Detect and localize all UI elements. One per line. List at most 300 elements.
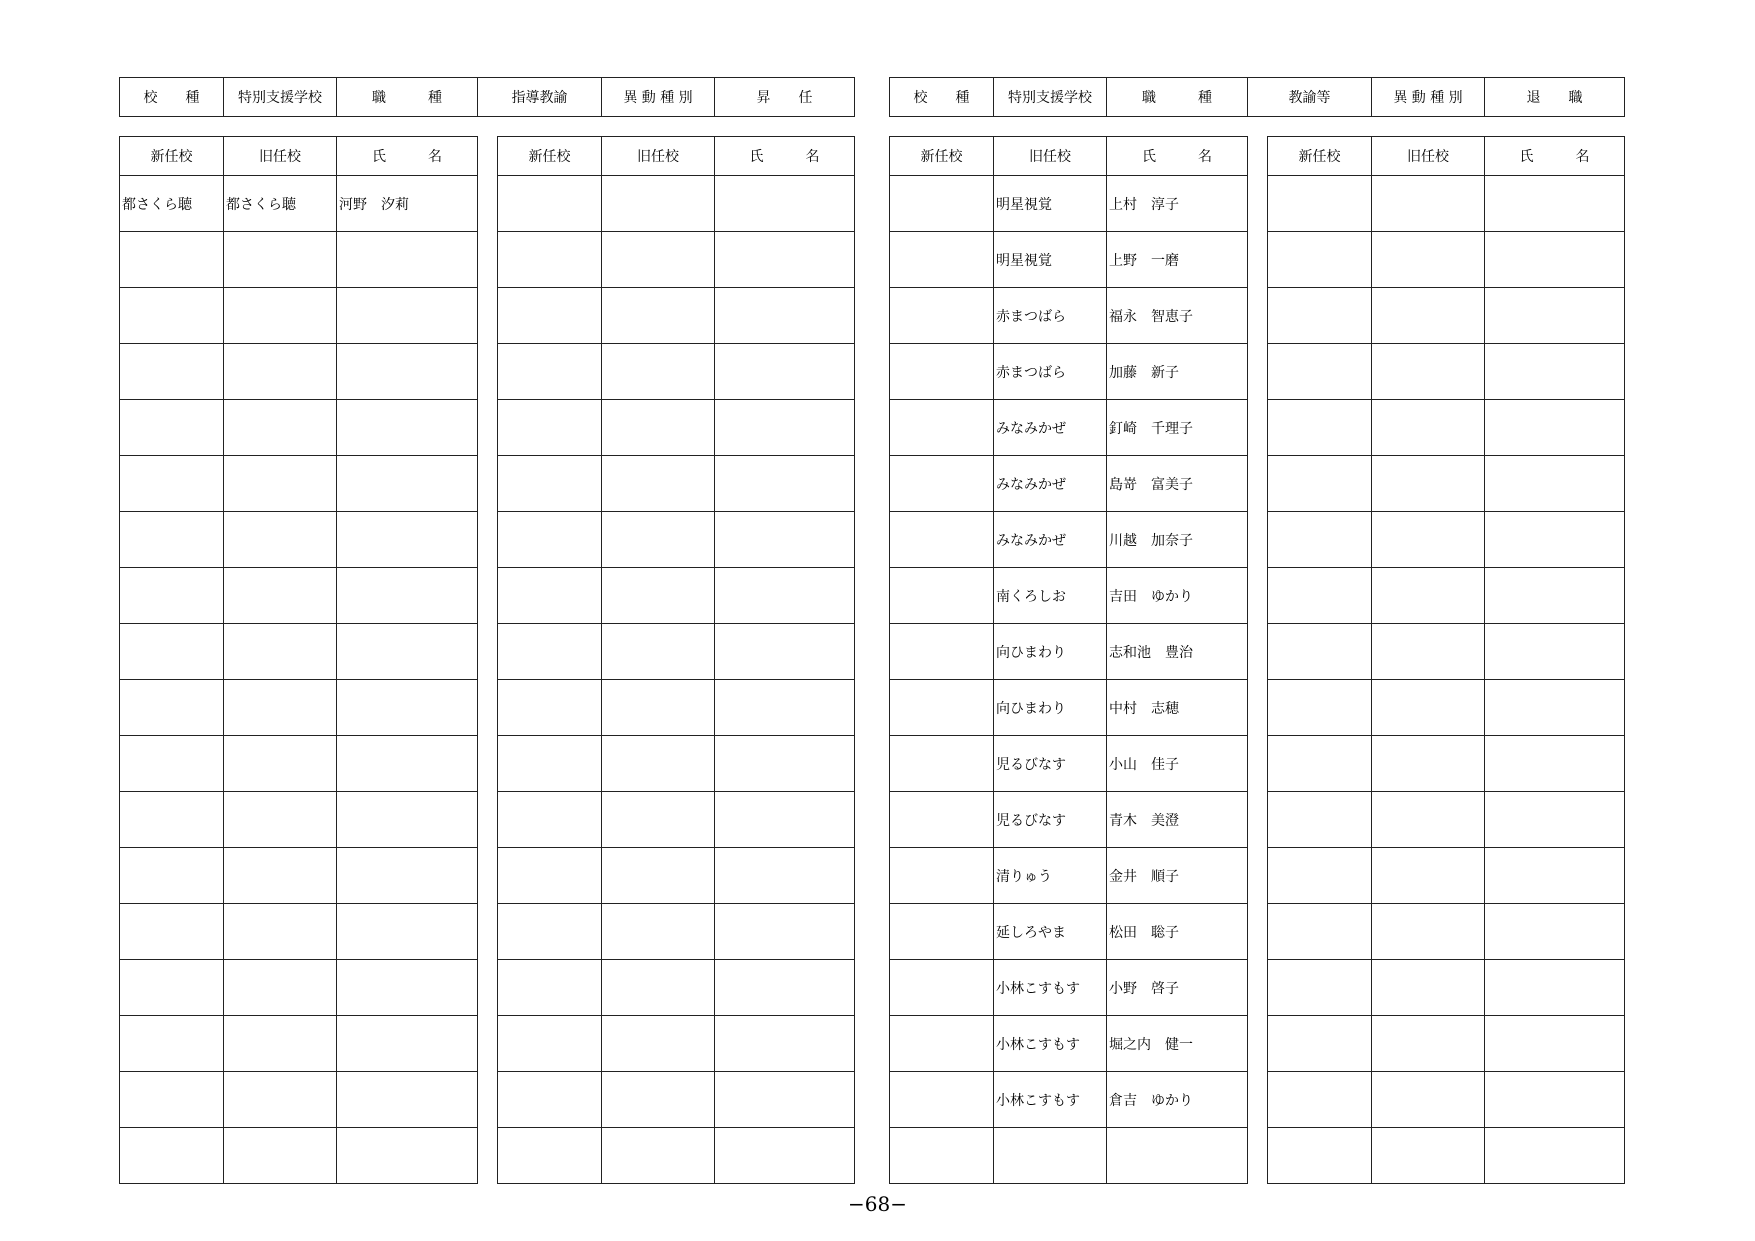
name-cell: 上村 淳子 bbox=[1107, 176, 1248, 232]
old-school-cell: 向ひまわり bbox=[994, 624, 1107, 680]
table-row bbox=[1268, 904, 1625, 960]
new-school-cell bbox=[498, 400, 602, 456]
old-school-cell bbox=[224, 736, 337, 792]
new-school-cell bbox=[1268, 680, 1372, 736]
table-row bbox=[498, 400, 855, 456]
new-school-cell bbox=[1268, 456, 1372, 512]
new-school-cell bbox=[890, 736, 994, 792]
table-row bbox=[498, 456, 855, 512]
old-school-cell bbox=[602, 1016, 715, 1072]
table-row bbox=[890, 1072, 1248, 1128]
old-school-cell: みなみかぜ bbox=[994, 456, 1107, 512]
new-school-cell bbox=[120, 624, 224, 680]
right-table-a bbox=[889, 136, 1248, 1184]
school-type-label: 校 種 bbox=[120, 78, 224, 117]
new-school-cell bbox=[890, 848, 994, 904]
column-header-row bbox=[120, 137, 478, 176]
table-row bbox=[498, 848, 855, 904]
new-school-header: 新任校 bbox=[120, 137, 224, 176]
table-row bbox=[1268, 736, 1625, 792]
new-school-cell bbox=[1268, 232, 1372, 288]
table-row bbox=[890, 512, 1248, 568]
left-table-a bbox=[119, 136, 478, 1184]
old-school-cell bbox=[1372, 904, 1485, 960]
name-cell: 堀之内 健一 bbox=[1107, 1016, 1248, 1072]
table-row bbox=[890, 400, 1248, 456]
name-cell bbox=[1485, 960, 1625, 1016]
old-school-cell bbox=[1372, 456, 1485, 512]
name-cell bbox=[1485, 1016, 1625, 1072]
old-school-cell bbox=[224, 568, 337, 624]
table-row bbox=[890, 792, 1248, 848]
name-cell bbox=[337, 792, 478, 848]
name-cell: 倉吉 ゆかり bbox=[1107, 1072, 1248, 1128]
name-header: 氏 名 bbox=[1485, 137, 1625, 176]
name-header: 氏 名 bbox=[715, 137, 855, 176]
old-school-cell bbox=[224, 232, 337, 288]
new-school-cell bbox=[498, 456, 602, 512]
name-cell bbox=[1485, 512, 1625, 568]
table-row bbox=[120, 400, 478, 456]
name-cell bbox=[1107, 1128, 1248, 1184]
name-cell bbox=[715, 288, 855, 344]
new-school-cell bbox=[890, 960, 994, 1016]
new-school-cell bbox=[1268, 400, 1372, 456]
old-school-cell bbox=[224, 456, 337, 512]
new-school-cell bbox=[890, 344, 994, 400]
name-cell: 加藤 新子 bbox=[1107, 344, 1248, 400]
new-school-cell bbox=[120, 1072, 224, 1128]
job-type-label: 職 種 bbox=[1107, 78, 1248, 117]
new-school-cell bbox=[890, 400, 994, 456]
new-school-cell bbox=[1268, 288, 1372, 344]
old-school-cell: 小林こすもす bbox=[994, 1016, 1107, 1072]
name-cell bbox=[1485, 456, 1625, 512]
old-school-cell bbox=[602, 1072, 715, 1128]
name-cell bbox=[1485, 288, 1625, 344]
table-row bbox=[498, 288, 855, 344]
new-school-header: 新任校 bbox=[498, 137, 602, 176]
name-cell bbox=[715, 512, 855, 568]
old-school-cell bbox=[1372, 1016, 1485, 1072]
name-cell bbox=[715, 232, 855, 288]
table-row bbox=[890, 848, 1248, 904]
table-row bbox=[1268, 960, 1625, 1016]
old-school-cell bbox=[224, 904, 337, 960]
table-row bbox=[1268, 792, 1625, 848]
old-school-cell bbox=[602, 736, 715, 792]
table-row bbox=[498, 512, 855, 568]
name-cell bbox=[715, 400, 855, 456]
name-cell: 松田 聡子 bbox=[1107, 904, 1248, 960]
new-school-cell bbox=[498, 176, 602, 232]
job-type-label: 職 種 bbox=[337, 78, 478, 117]
new-school-cell bbox=[890, 176, 994, 232]
old-school-cell bbox=[602, 848, 715, 904]
name-cell bbox=[337, 624, 478, 680]
new-school-cell bbox=[120, 904, 224, 960]
old-school-cell bbox=[224, 792, 337, 848]
new-school-cell bbox=[1268, 848, 1372, 904]
table-row bbox=[1268, 624, 1625, 680]
name-cell bbox=[715, 792, 855, 848]
name-cell bbox=[337, 848, 478, 904]
new-school-cell bbox=[1268, 904, 1372, 960]
table-row bbox=[120, 1128, 478, 1184]
school-type-value: 特別支援学校 bbox=[994, 78, 1107, 117]
old-school-cell bbox=[602, 792, 715, 848]
name-cell: 小山 佳子 bbox=[1107, 736, 1248, 792]
table-row bbox=[890, 680, 1248, 736]
name-cell: 福永 智恵子 bbox=[1107, 288, 1248, 344]
name-header: 氏 名 bbox=[337, 137, 478, 176]
new-school-cell bbox=[498, 568, 602, 624]
table-row bbox=[1268, 344, 1625, 400]
new-school-cell bbox=[890, 624, 994, 680]
old-school-cell bbox=[602, 960, 715, 1016]
table-row bbox=[1268, 848, 1625, 904]
name-cell bbox=[1485, 176, 1625, 232]
new-school-cell bbox=[890, 904, 994, 960]
new-school-cell bbox=[120, 792, 224, 848]
name-cell bbox=[1485, 904, 1625, 960]
old-school-cell bbox=[224, 512, 337, 568]
name-cell bbox=[715, 736, 855, 792]
old-school-cell bbox=[224, 1072, 337, 1128]
table-row bbox=[498, 624, 855, 680]
name-cell: 小野 啓子 bbox=[1107, 960, 1248, 1016]
table-row bbox=[498, 904, 855, 960]
table-row bbox=[1268, 1016, 1625, 1072]
school-type-label: 校 種 bbox=[890, 78, 994, 117]
new-school-cell bbox=[498, 1072, 602, 1128]
table-row bbox=[120, 848, 478, 904]
name-cell bbox=[715, 176, 855, 232]
old-school-cell bbox=[602, 568, 715, 624]
table-row bbox=[120, 904, 478, 960]
name-cell bbox=[1485, 624, 1625, 680]
name-cell: 金井 順子 bbox=[1107, 848, 1248, 904]
old-school-cell bbox=[1372, 344, 1485, 400]
old-school-cell bbox=[1372, 792, 1485, 848]
new-school-cell bbox=[498, 624, 602, 680]
new-school-cell bbox=[498, 960, 602, 1016]
table-row bbox=[1268, 400, 1625, 456]
new-school-cell bbox=[890, 456, 994, 512]
left-header-table bbox=[119, 77, 855, 117]
old-school-cell bbox=[1372, 1072, 1485, 1128]
new-school-cell bbox=[1268, 344, 1372, 400]
table-row bbox=[1268, 176, 1625, 232]
name-cell bbox=[337, 960, 478, 1016]
table-row bbox=[890, 176, 1248, 232]
name-cell bbox=[337, 232, 478, 288]
name-cell bbox=[1485, 848, 1625, 904]
new-school-header: 新任校 bbox=[1268, 137, 1372, 176]
old-school-cell bbox=[994, 1128, 1107, 1184]
name-cell bbox=[1485, 232, 1625, 288]
new-school-cell bbox=[890, 568, 994, 624]
old-school-cell: 赤まつばら bbox=[994, 344, 1107, 400]
table-row bbox=[1268, 1072, 1625, 1128]
new-school-cell bbox=[498, 848, 602, 904]
new-school-cell bbox=[890, 1072, 994, 1128]
new-school-cell bbox=[498, 1016, 602, 1072]
name-cell bbox=[715, 1128, 855, 1184]
table-row bbox=[890, 904, 1248, 960]
new-school-cell bbox=[120, 848, 224, 904]
new-school-cell bbox=[890, 680, 994, 736]
old-school-cell: みなみかぜ bbox=[994, 400, 1107, 456]
name-cell bbox=[715, 904, 855, 960]
table-row bbox=[498, 568, 855, 624]
table-row bbox=[498, 344, 855, 400]
old-school-cell: 明星視覚 bbox=[994, 176, 1107, 232]
table-row bbox=[890, 456, 1248, 512]
name-cell bbox=[715, 960, 855, 1016]
old-school-cell bbox=[602, 176, 715, 232]
old-school-cell bbox=[602, 680, 715, 736]
table-row bbox=[120, 1072, 478, 1128]
name-cell bbox=[337, 288, 478, 344]
old-school-header: 旧任校 bbox=[602, 137, 715, 176]
name-cell bbox=[715, 848, 855, 904]
table-row bbox=[1268, 512, 1625, 568]
left-header-row bbox=[120, 78, 855, 117]
table-row bbox=[120, 624, 478, 680]
name-cell: 川越 加奈子 bbox=[1107, 512, 1248, 568]
name-cell bbox=[337, 1016, 478, 1072]
column-header-row bbox=[890, 137, 1248, 176]
new-school-cell bbox=[498, 904, 602, 960]
new-school-cell bbox=[498, 680, 602, 736]
new-school-cell bbox=[890, 288, 994, 344]
new-school-cell bbox=[1268, 736, 1372, 792]
table-row bbox=[1268, 232, 1625, 288]
name-cell bbox=[1485, 400, 1625, 456]
new-school-cell bbox=[120, 680, 224, 736]
name-cell bbox=[337, 456, 478, 512]
name-cell: 島嵜 富美子 bbox=[1107, 456, 1248, 512]
page-number: −68− bbox=[848, 1192, 907, 1216]
table-row bbox=[498, 960, 855, 1016]
new-school-cell bbox=[498, 736, 602, 792]
old-school-header: 旧任校 bbox=[994, 137, 1107, 176]
old-school-cell bbox=[224, 400, 337, 456]
new-school-cell bbox=[120, 1128, 224, 1184]
old-school-cell: 赤まつばら bbox=[994, 288, 1107, 344]
table-row bbox=[498, 176, 855, 232]
old-school-cell bbox=[224, 848, 337, 904]
new-school-cell bbox=[1268, 1072, 1372, 1128]
old-school-cell bbox=[224, 1128, 337, 1184]
new-school-cell bbox=[498, 512, 602, 568]
new-school-cell bbox=[498, 232, 602, 288]
table-row bbox=[120, 232, 478, 288]
name-cell: 吉田 ゆかり bbox=[1107, 568, 1248, 624]
old-school-cell bbox=[224, 344, 337, 400]
old-school-cell: 明星視覚 bbox=[994, 232, 1107, 288]
column-header-row bbox=[498, 137, 855, 176]
right-table-b bbox=[1267, 136, 1625, 1184]
name-cell bbox=[715, 344, 855, 400]
new-school-cell bbox=[120, 736, 224, 792]
table-row bbox=[498, 792, 855, 848]
column-header-row bbox=[1268, 137, 1625, 176]
table-row bbox=[1268, 1128, 1625, 1184]
job-type-value: 指導教諭 bbox=[478, 78, 602, 117]
table-row bbox=[120, 176, 478, 232]
old-school-cell bbox=[602, 512, 715, 568]
name-cell bbox=[1485, 680, 1625, 736]
new-school-cell bbox=[1268, 960, 1372, 1016]
table-row bbox=[498, 1016, 855, 1072]
old-school-cell bbox=[602, 1128, 715, 1184]
table-row bbox=[498, 736, 855, 792]
table-row bbox=[120, 792, 478, 848]
new-school-cell bbox=[120, 568, 224, 624]
new-school-cell bbox=[1268, 568, 1372, 624]
name-cell: 釘崎 千理子 bbox=[1107, 400, 1248, 456]
name-cell bbox=[1485, 344, 1625, 400]
name-cell bbox=[337, 904, 478, 960]
old-school-cell bbox=[602, 624, 715, 680]
old-school-cell bbox=[1372, 512, 1485, 568]
table-row bbox=[498, 232, 855, 288]
name-cell: 河野 汐莉 bbox=[337, 176, 478, 232]
old-school-cell bbox=[1372, 400, 1485, 456]
new-school-cell bbox=[890, 512, 994, 568]
left-table-b bbox=[497, 136, 855, 1184]
old-school-cell: 小林こすもす bbox=[994, 1072, 1107, 1128]
table-row bbox=[120, 288, 478, 344]
table-row bbox=[1268, 568, 1625, 624]
old-school-cell: 清りゅう bbox=[994, 848, 1107, 904]
table-row bbox=[890, 960, 1248, 1016]
new-school-cell bbox=[1268, 792, 1372, 848]
new-school-cell bbox=[890, 232, 994, 288]
new-school-cell bbox=[1268, 1128, 1372, 1184]
school-type-value: 特別支援学校 bbox=[224, 78, 337, 117]
new-school-cell bbox=[120, 232, 224, 288]
table-row bbox=[890, 736, 1248, 792]
new-school-header: 新任校 bbox=[890, 137, 994, 176]
table-row bbox=[498, 1072, 855, 1128]
old-school-cell: 延しろやま bbox=[994, 904, 1107, 960]
table-row bbox=[120, 512, 478, 568]
table-row bbox=[498, 680, 855, 736]
table-row bbox=[890, 1128, 1248, 1184]
table-row bbox=[120, 736, 478, 792]
old-school-cell: 向ひまわり bbox=[994, 680, 1107, 736]
table-row bbox=[120, 344, 478, 400]
name-cell bbox=[337, 512, 478, 568]
name-cell: 青木 美澄 bbox=[1107, 792, 1248, 848]
table-row bbox=[1268, 680, 1625, 736]
name-cell bbox=[337, 344, 478, 400]
new-school-cell bbox=[498, 288, 602, 344]
old-school-cell bbox=[602, 288, 715, 344]
name-cell: 志和池 豊治 bbox=[1107, 624, 1248, 680]
old-school-cell bbox=[1372, 960, 1485, 1016]
name-cell bbox=[1485, 792, 1625, 848]
old-school-cell bbox=[1372, 680, 1485, 736]
new-school-cell bbox=[120, 288, 224, 344]
name-cell bbox=[337, 736, 478, 792]
name-cell bbox=[715, 568, 855, 624]
table-row bbox=[120, 1016, 478, 1072]
old-school-cell: 小林こすもす bbox=[994, 960, 1107, 1016]
old-school-cell bbox=[1372, 232, 1485, 288]
old-school-cell: 南くろしお bbox=[994, 568, 1107, 624]
old-school-cell: 都さくら聴 bbox=[224, 176, 337, 232]
name-cell bbox=[1485, 568, 1625, 624]
new-school-cell bbox=[120, 1016, 224, 1072]
right-header-table bbox=[889, 77, 1625, 117]
name-cell bbox=[1485, 1072, 1625, 1128]
table-row bbox=[890, 1016, 1248, 1072]
new-school-cell bbox=[120, 456, 224, 512]
transfer-type-value: 退 職 bbox=[1485, 78, 1625, 117]
old-school-cell bbox=[224, 288, 337, 344]
old-school-cell bbox=[1372, 736, 1485, 792]
name-cell bbox=[715, 456, 855, 512]
transfer-type-label: 異 動 種 別 bbox=[1372, 78, 1485, 117]
old-school-header: 旧任校 bbox=[1372, 137, 1485, 176]
table-row bbox=[120, 456, 478, 512]
old-school-cell bbox=[1372, 848, 1485, 904]
new-school-cell bbox=[890, 792, 994, 848]
table-row bbox=[890, 624, 1248, 680]
new-school-cell bbox=[498, 1128, 602, 1184]
new-school-cell: 都さくら聴 bbox=[120, 176, 224, 232]
name-cell bbox=[337, 400, 478, 456]
table-row bbox=[120, 680, 478, 736]
new-school-cell bbox=[498, 344, 602, 400]
table-row bbox=[498, 1128, 855, 1184]
old-school-cell bbox=[602, 344, 715, 400]
new-school-cell bbox=[1268, 1016, 1372, 1072]
old-school-cell bbox=[1372, 176, 1485, 232]
name-cell bbox=[337, 680, 478, 736]
old-school-cell bbox=[1372, 624, 1485, 680]
old-school-cell bbox=[224, 680, 337, 736]
name-cell bbox=[1485, 736, 1625, 792]
old-school-cell bbox=[602, 904, 715, 960]
new-school-cell bbox=[120, 344, 224, 400]
old-school-cell bbox=[224, 624, 337, 680]
table-row bbox=[1268, 456, 1625, 512]
name-cell bbox=[337, 568, 478, 624]
name-cell bbox=[715, 1072, 855, 1128]
table-row bbox=[890, 288, 1248, 344]
transfer-type-value: 昇 任 bbox=[715, 78, 855, 117]
new-school-cell bbox=[1268, 624, 1372, 680]
name-cell bbox=[1485, 1128, 1625, 1184]
table-row bbox=[120, 568, 478, 624]
old-school-cell bbox=[1372, 1128, 1485, 1184]
name-cell bbox=[337, 1128, 478, 1184]
new-school-cell bbox=[120, 960, 224, 1016]
new-school-cell bbox=[1268, 176, 1372, 232]
right-header-row bbox=[890, 78, 1625, 117]
old-school-cell bbox=[1372, 288, 1485, 344]
new-school-cell bbox=[1268, 512, 1372, 568]
old-school-cell bbox=[602, 232, 715, 288]
old-school-cell: みなみかぜ bbox=[994, 512, 1107, 568]
old-school-header: 旧任校 bbox=[224, 137, 337, 176]
table-row bbox=[120, 960, 478, 1016]
